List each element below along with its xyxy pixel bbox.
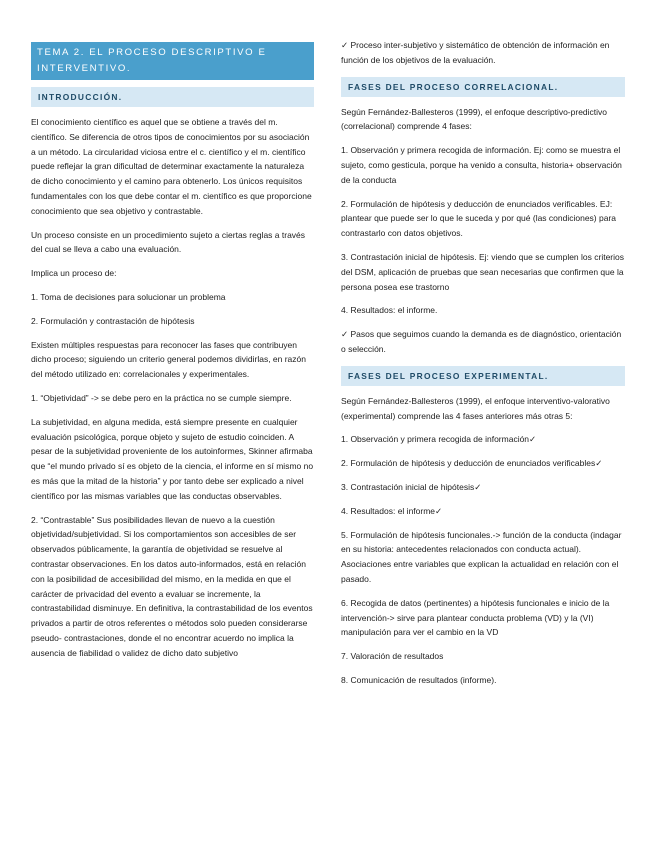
list-item: 4. Resultados: el informe✓ (341, 505, 443, 516)
section-heading-correlacional: FASES DEL PROCESO CORRELACIONAL. (341, 77, 625, 97)
paragraph: Según Fernández-Ballesteros (1999), el enfoque interventivo-valorativo (experimental) comprende las 4 fases anteriores más otras 5: (341, 395, 610, 421)
list-item: 8. Comunicación de resultados (informe). (341, 674, 497, 685)
list-item: 3. Contrastación inicial de hipótesis. Ej: viendo que se cumplen los criterios del DSM, aplicación de pruebas que sean necesarias que confirmen que la persona posea ese trastorno (341, 251, 625, 292)
paragraph: Un proceso consiste en un procedimiento sujeto a ciertas reglas a través del cual se lleva a cabo una evaluación. (31, 229, 306, 255)
list-item: 7. Valoración de resultados (341, 651, 444, 662)
paragraph: Según Fernández-Ballesteros (1999), el enfoque descriptivo-predictivo (correlacional) comprende 4 fases: (341, 106, 608, 132)
right-column (341, 38, 625, 697)
list-item: 2. Formulación y contrastación de hipótesis (31, 315, 195, 326)
paragraph: ✓ Proceso inter-subjetivo y sistemático de obtención de información en función de los objetivos de la evaluación. (341, 40, 610, 65)
section-heading-introduccion: INTRODUCCIÓN. (31, 87, 314, 107)
section-heading-experimental: FASES DEL PROCESO EXPERIMENTAL. (341, 366, 625, 386)
list-item: 5. Formulación de hipótesis funcionales.-> función de la conducta (indagar en su historia: antecedentes relacionados con conducta actual). Asociaciones entre variables que explican la actualidad en relación con el pasado. (341, 529, 622, 584)
list-item: 1. Toma de decisiones para solucionar un problema (31, 291, 226, 302)
paragraph: Existen múltiples respuestas para reconocer las fases que contribuyen dicho proceso; siguiendo un criterio general podemos dividirlas, en razón del método utilizado en: correlacionales y experimentales. (31, 339, 306, 380)
document-title: TEMA 2. EL PROCESO DESCRIPTIVO E INTERVENTIVO. (31, 42, 314, 80)
list-item: 1. Observación y primera recogida de información✓ (341, 434, 537, 445)
paragraph: La subjetividad, en alguna medida, está siempre presente en cualquier evaluación psicológica, porque objeto y sujeto de estudio coinciden. A pesar de la subjetividad proveniente de los autoinformes, Skinner afirmaba que “el mundo privado sí es objeto de la ciencia, el informe en sí mismo no es más que la mitad de la historia” y por tanto debe ser explicado a nivel científico por las mismas variables que las conductas observables. (31, 416, 314, 501)
paragraph: El conocimiento científico es aquel que se obtiene a través del m. científico. Se diferencia de otros tipos de conocimientos por su asociación a un método. La circularidad viciosa entre el c. científico y el m. científico puede reflejar la gran dificultad de determinar exactamente la naturaleza de dicho conocimiento y el camino para obtenerlo. Los únicos requisitos fundamentales con los que debe contar el m. científico es que proporcione conocimiento que sea objetivo y contrastable. (31, 117, 312, 216)
list-item: 1. Observación y primera recogida de información. Ej: como se muestra el sujeto, como gesticula, porque ha venido a consulta, historia+ observación de la conducta (341, 145, 622, 185)
paragraph: 2. “Contrastable” Sus posibilidades llevan de nuevo a la cuestión objetividad/subjetividad. Si los comportamientos son accesibles de ser observados públicamente, la garantía de objetividad se resuelve al contrastar observaciones. En los datos auto-informados, está en relación con la posibilidad de accesibilidad del mismo, en la medida en que el carácter de privacidad del evento a evaluar se incremente, la contrastabilidad disminuye. En definitiva, la contrastabilidad de los eventos privados a partir de otros referentes o métodos solo pueden considerarse pseudo- contrastaciones, donde el no encontrar acuerdo no implica la ausencia de fiabilidad o validez de dicho dato subjetivo (31, 514, 313, 658)
list-item: 2. Formulación de hipótesis y deducción de enunciados verificables✓ (341, 458, 603, 469)
paragraph: Implica un proceso de: (31, 268, 117, 279)
list-item: 6. Recogida de datos (pertinentes) a hipótesis funcionales e inicio de la intervención-> sirve para plantear conducta problema (VD) y la (VI) manipulación para ver el cambio en la VD (341, 597, 610, 638)
list-item: 4. Resultados: el informe. (341, 305, 438, 316)
left-column (31, 42, 314, 670)
list-item: 3. Contrastación inicial de hipótesis✓ (341, 481, 482, 492)
paragraph: ✓ Pasos que seguimos cuando la demanda es de diagnóstico, orientación o selección. (341, 329, 622, 354)
list-item: 2. Formulación de hipótesis y deducción de enunciados verificables. EJ: plantear que puede ser lo que le suceda y por qué (las condiciones) para contrastarlo con datos objetivos. (341, 198, 617, 239)
paragraph: 1. “Objetividad” -> se debe pero en la práctica no se cumple siempre. (31, 392, 292, 403)
